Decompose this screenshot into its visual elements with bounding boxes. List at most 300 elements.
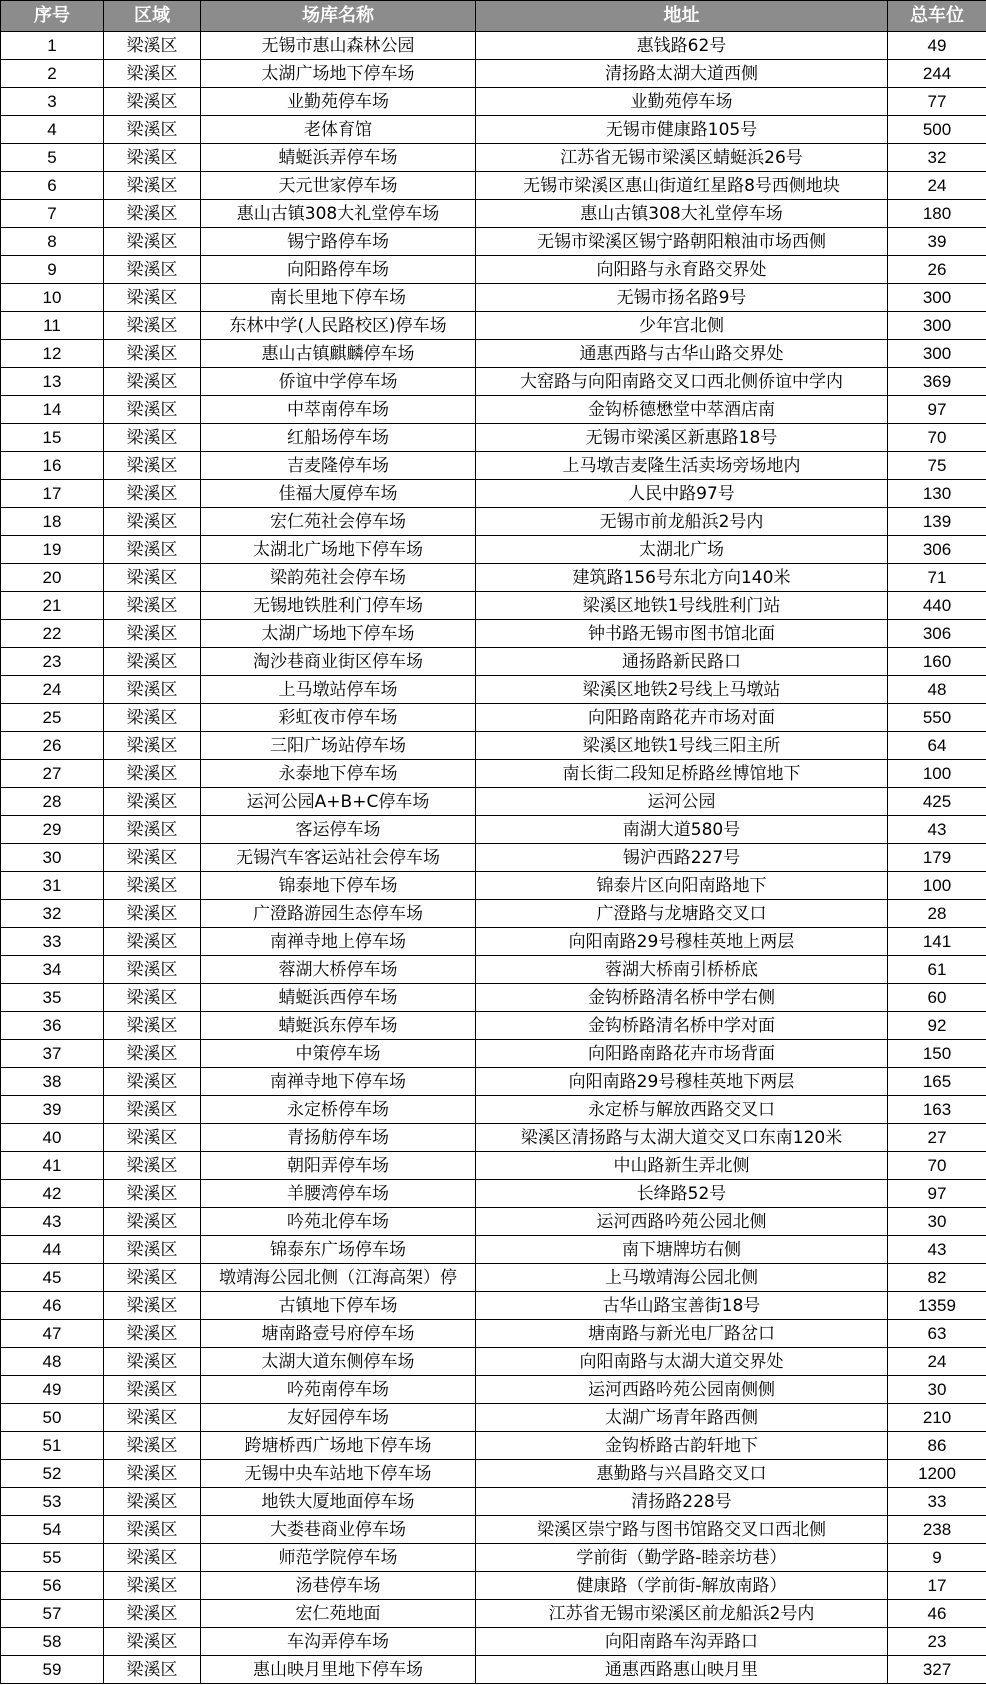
- row-index: 57: [1, 1600, 104, 1628]
- table-row: [1, 816, 986, 844]
- address-cell: 向阳路南路花卉市场背面: [476, 1040, 888, 1068]
- spaces-cell: 180: [888, 200, 986, 228]
- table-row: [1, 956, 986, 984]
- spaces-cell: 43: [888, 816, 986, 844]
- table-row: [1, 200, 986, 228]
- address-cell: 人民中路97号: [476, 480, 888, 508]
- lot-name-cell: 蜻蜓浜弄停车场: [201, 144, 476, 172]
- address-cell: 梁溪区崇宁路与图书馆路交叉口西北侧: [476, 1516, 888, 1544]
- spaces-cell: 23: [888, 1628, 986, 1656]
- table-row: [1, 1320, 986, 1348]
- district-cell: 梁溪区: [104, 592, 201, 620]
- lot-name-cell: 向阳路停车场: [201, 256, 476, 284]
- district-cell: 梁溪区: [104, 1068, 201, 1096]
- row-index: 4: [1, 116, 104, 144]
- table-row: [1, 536, 986, 564]
- lot-name-cell: 羊腰湾停车场: [201, 1180, 476, 1208]
- row-index: 30: [1, 844, 104, 872]
- table-row: [1, 1628, 986, 1656]
- address-cell: 古华山路宝善街18号: [476, 1292, 888, 1320]
- table-row: [1, 368, 986, 396]
- lot-name-cell: 吉麦隆停车场: [201, 452, 476, 480]
- table-row: [1, 984, 986, 1012]
- row-index: 25: [1, 704, 104, 732]
- table-row: [1, 340, 986, 368]
- table-row: [1, 1096, 986, 1124]
- table-row: [1, 144, 986, 172]
- table-row: [1, 1208, 986, 1236]
- row-index: 14: [1, 396, 104, 424]
- row-index: 59: [1, 1656, 104, 1684]
- spaces-cell: 61: [888, 956, 986, 984]
- lot-name-cell: 师范学院停车场: [201, 1544, 476, 1572]
- row-index: 32: [1, 900, 104, 928]
- address-cell: 向阳路南路花卉市场对面: [476, 704, 888, 732]
- lot-name-cell: 老体育馆: [201, 116, 476, 144]
- address-cell: 建筑路156号东北方向140米: [476, 564, 888, 592]
- table-row: [1, 1376, 986, 1404]
- district-cell: 梁溪区: [104, 424, 201, 452]
- spaces-cell: 86: [888, 1432, 986, 1460]
- row-index: 31: [1, 872, 104, 900]
- row-index: 34: [1, 956, 104, 984]
- spaces-cell: 327: [888, 1656, 986, 1684]
- address-cell: 长绛路52号: [476, 1180, 888, 1208]
- address-cell: 永定桥与解放西路交叉口: [476, 1096, 888, 1124]
- address-cell: 江苏省无锡市梁溪区前龙船浜2号内: [476, 1600, 888, 1628]
- spaces-cell: 71: [888, 564, 986, 592]
- lot-name-cell: 无锡中央车站地下停车场: [201, 1460, 476, 1488]
- table-row: [1, 1124, 986, 1152]
- lot-name-cell: 汤巷停车场: [201, 1572, 476, 1600]
- address-cell: 业勤苑停车场: [476, 88, 888, 116]
- table-row: [1, 480, 986, 508]
- table-row: [1, 172, 986, 200]
- table-row: [1, 1012, 986, 1040]
- row-index: 43: [1, 1208, 104, 1236]
- lot-name-cell: 车沟弄停车场: [201, 1628, 476, 1656]
- table-row: [1, 676, 986, 704]
- lot-name-cell: 地铁大厦地面停车场: [201, 1488, 476, 1516]
- address-cell: 南下塘牌坊右侧: [476, 1236, 888, 1264]
- lot-name-cell: 太湖广场地下停车场: [201, 620, 476, 648]
- district-cell: 梁溪区: [104, 984, 201, 1012]
- address-cell: 南长街二段知足桥路丝博馆地下: [476, 760, 888, 788]
- spaces-cell: 30: [888, 1376, 986, 1404]
- row-index: 46: [1, 1292, 104, 1320]
- spaces-cell: 75: [888, 452, 986, 480]
- row-index: 17: [1, 480, 104, 508]
- district-cell: 梁溪区: [104, 760, 201, 788]
- row-index: 52: [1, 1460, 104, 1488]
- address-cell: 无锡市前龙船浜2号内: [476, 508, 888, 536]
- table-row: [1, 256, 986, 284]
- table-row: [1, 872, 986, 900]
- spaces-cell: 100: [888, 760, 986, 788]
- address-cell: 无锡市梁溪区新惠路18号: [476, 424, 888, 452]
- spaces-cell: 306: [888, 536, 986, 564]
- district-cell: 梁溪区: [104, 368, 201, 396]
- spaces-cell: 163: [888, 1096, 986, 1124]
- table-row: [1, 1600, 986, 1628]
- spaces-cell: 150: [888, 1040, 986, 1068]
- address-cell: 蓉湖大桥南引桥桥底: [476, 956, 888, 984]
- row-index: 38: [1, 1068, 104, 1096]
- address-cell: 向阳南路29号穆桂英地上两层: [476, 928, 888, 956]
- address-cell: 无锡市健康路105号: [476, 116, 888, 144]
- address-cell: 向阳路与永育路交界处: [476, 256, 888, 284]
- address-cell: 通扬路新民路口: [476, 648, 888, 676]
- row-index: 28: [1, 788, 104, 816]
- district-cell: 梁溪区: [104, 452, 201, 480]
- header-total-spaces: 总车位: [888, 1, 986, 32]
- address-cell: 金钩桥德懋堂中萃酒店南: [476, 396, 888, 424]
- address-cell: 金钩桥路清名桥中学对面: [476, 1012, 888, 1040]
- spaces-cell: 24: [888, 172, 986, 200]
- row-index: 47: [1, 1320, 104, 1348]
- address-cell: 太湖北广场: [476, 536, 888, 564]
- row-index: 44: [1, 1236, 104, 1264]
- address-cell: 锡沪西路227号: [476, 844, 888, 872]
- row-index: 22: [1, 620, 104, 648]
- address-cell: 金钩桥路古韵轩地下: [476, 1432, 888, 1460]
- district-cell: 梁溪区: [104, 1236, 201, 1264]
- row-index: 8: [1, 228, 104, 256]
- address-cell: 清扬路228号: [476, 1488, 888, 1516]
- district-cell: 梁溪区: [104, 1096, 201, 1124]
- lot-name-cell: 南禅寺地下停车场: [201, 1068, 476, 1096]
- spaces-cell: 1359: [888, 1292, 986, 1320]
- address-cell: 运河公园: [476, 788, 888, 816]
- address-cell: 运河西路吟苑公园北侧: [476, 1208, 888, 1236]
- address-cell: 中山路新生弄北侧: [476, 1152, 888, 1180]
- lot-name-cell: 佳福大厦停车场: [201, 480, 476, 508]
- lot-name-cell: 惠山映月里地下停车场: [201, 1656, 476, 1684]
- spaces-cell: 49: [888, 32, 986, 60]
- table-row: [1, 60, 986, 88]
- header-row: [1, 1, 986, 32]
- table-row: [1, 424, 986, 452]
- district-cell: 梁溪区: [104, 1600, 201, 1628]
- table-row: [1, 116, 986, 144]
- district-cell: 梁溪区: [104, 648, 201, 676]
- lot-name-cell: 青扬舫停车场: [201, 1124, 476, 1152]
- row-index: 50: [1, 1404, 104, 1432]
- spaces-cell: 26: [888, 256, 986, 284]
- table-row: [1, 732, 986, 760]
- row-index: 33: [1, 928, 104, 956]
- spaces-cell: 300: [888, 340, 986, 368]
- spaces-cell: 30: [888, 1208, 986, 1236]
- district-cell: 梁溪区: [104, 1208, 201, 1236]
- lot-name-cell: 上马墩站停车场: [201, 676, 476, 704]
- spaces-cell: 77: [888, 88, 986, 116]
- address-cell: 向阳南路与太湖大道交界处: [476, 1348, 888, 1376]
- district-cell: 梁溪区: [104, 172, 201, 200]
- spaces-cell: 141: [888, 928, 986, 956]
- address-cell: 向阳南路车沟弄路口: [476, 1628, 888, 1656]
- spaces-cell: 369: [888, 368, 986, 396]
- address-cell: 上马墩靖海公园北侧: [476, 1264, 888, 1292]
- spaces-cell: 27: [888, 1124, 986, 1152]
- lot-name-cell: 蜻蜓浜东停车场: [201, 1012, 476, 1040]
- district-cell: 梁溪区: [104, 676, 201, 704]
- address-cell: 学前街（勤学路-睦亲坊巷）: [476, 1544, 888, 1572]
- lot-name-cell: 跨塘桥西广场地下停车场: [201, 1432, 476, 1460]
- district-cell: 梁溪区: [104, 1656, 201, 1684]
- spaces-cell: 97: [888, 396, 986, 424]
- spaces-cell: 500: [888, 116, 986, 144]
- district-cell: 梁溪区: [104, 340, 201, 368]
- row-index: 55: [1, 1544, 104, 1572]
- spaces-cell: 24: [888, 1348, 986, 1376]
- district-cell: 梁溪区: [104, 144, 201, 172]
- district-cell: 梁溪区: [104, 1460, 201, 1488]
- address-cell: 通惠西路惠山映月里: [476, 1656, 888, 1684]
- address-cell: 广澄路与龙塘路交叉口: [476, 900, 888, 928]
- district-cell: 梁溪区: [104, 1488, 201, 1516]
- district-cell: 梁溪区: [104, 1544, 201, 1572]
- address-cell: 塘南路与新光电厂路岔口: [476, 1320, 888, 1348]
- table-row: [1, 1516, 986, 1544]
- row-index: 54: [1, 1516, 104, 1544]
- lot-name-cell: 南禅寺地上停车场: [201, 928, 476, 956]
- table-row: [1, 284, 986, 312]
- row-index: 41: [1, 1152, 104, 1180]
- table-row: [1, 844, 986, 872]
- lot-name-cell: 蓉湖大桥停车场: [201, 956, 476, 984]
- district-cell: 梁溪区: [104, 732, 201, 760]
- lot-name-cell: 锡宁路停车场: [201, 228, 476, 256]
- lot-name-cell: 中策停车场: [201, 1040, 476, 1068]
- spaces-cell: 64: [888, 732, 986, 760]
- spaces-cell: 179: [888, 844, 986, 872]
- district-cell: 梁溪区: [104, 60, 201, 88]
- table-row: [1, 1460, 986, 1488]
- row-index: 51: [1, 1432, 104, 1460]
- address-cell: 南湖大道580号: [476, 816, 888, 844]
- row-index: 45: [1, 1264, 104, 1292]
- row-index: 24: [1, 676, 104, 704]
- lot-name-cell: 锦泰地下停车场: [201, 872, 476, 900]
- address-cell: 梁溪区地铁1号线三阳主所: [476, 732, 888, 760]
- district-cell: 梁溪区: [104, 1404, 201, 1432]
- district-cell: 梁溪区: [104, 116, 201, 144]
- district-cell: 梁溪区: [104, 1320, 201, 1348]
- address-cell: 大窑路与向阳南路交叉口西北侧侨谊中学内: [476, 368, 888, 396]
- spaces-cell: 28: [888, 900, 986, 928]
- table-row: [1, 928, 986, 956]
- district-cell: 梁溪区: [104, 844, 201, 872]
- lot-name-cell: 宏仁苑地面: [201, 1600, 476, 1628]
- address-cell: 运河西路吟苑公园南侧侧: [476, 1376, 888, 1404]
- table-row: [1, 88, 986, 116]
- lot-name-cell: 大娄巷商业停车场: [201, 1516, 476, 1544]
- table-row: [1, 1348, 986, 1376]
- lot-name-cell: 中萃南停车场: [201, 396, 476, 424]
- address-cell: 钟书路无锡市图书馆北面: [476, 620, 888, 648]
- lot-name-cell: 朝阳弄停车场: [201, 1152, 476, 1180]
- row-index: 9: [1, 256, 104, 284]
- table-body: [1, 32, 986, 1684]
- lot-name-cell: 太湖广场地下停车场: [201, 60, 476, 88]
- lot-name-cell: 古镇地下停车场: [201, 1292, 476, 1320]
- district-cell: 梁溪区: [104, 620, 201, 648]
- table-row: [1, 1488, 986, 1516]
- district-cell: 梁溪区: [104, 32, 201, 60]
- row-index: 5: [1, 144, 104, 172]
- row-index: 48: [1, 1348, 104, 1376]
- lot-name-cell: 梁韵苑社会停车场: [201, 564, 476, 592]
- lot-name-cell: 墩靖海公园北侧（江海高架）停: [201, 1264, 476, 1292]
- lot-name-cell: 无锡汽车客运站社会停车场: [201, 844, 476, 872]
- district-cell: 梁溪区: [104, 1264, 201, 1292]
- district-cell: 梁溪区: [104, 1012, 201, 1040]
- address-cell: 上马墩吉麦隆生活卖场旁场地内: [476, 452, 888, 480]
- district-cell: 梁溪区: [104, 788, 201, 816]
- table-row: [1, 1656, 986, 1684]
- address-cell: 太湖广场青年路西侧: [476, 1404, 888, 1432]
- lot-name-cell: 南长里地下停车场: [201, 284, 476, 312]
- spaces-cell: 70: [888, 1152, 986, 1180]
- lot-name-cell: 红船场停车场: [201, 424, 476, 452]
- row-index: 53: [1, 1488, 104, 1516]
- lot-name-cell: 永定桥停车场: [201, 1096, 476, 1124]
- table-row: [1, 1040, 986, 1068]
- district-cell: 梁溪区: [104, 1516, 201, 1544]
- table-row: [1, 452, 986, 480]
- district-cell: 梁溪区: [104, 480, 201, 508]
- row-index: 20: [1, 564, 104, 592]
- row-index: 23: [1, 648, 104, 676]
- district-cell: 梁溪区: [104, 816, 201, 844]
- lot-name-cell: 吟苑北停车场: [201, 1208, 476, 1236]
- row-index: 1: [1, 32, 104, 60]
- lot-name-cell: 运河公园A+B+C停车场: [201, 788, 476, 816]
- row-index: 27: [1, 760, 104, 788]
- spaces-cell: 33: [888, 1488, 986, 1516]
- row-index: 35: [1, 984, 104, 1012]
- lot-name-cell: 友好园停车场: [201, 1404, 476, 1432]
- district-cell: 梁溪区: [104, 1124, 201, 1152]
- row-index: 42: [1, 1180, 104, 1208]
- spaces-cell: 238: [888, 1516, 986, 1544]
- district-cell: 梁溪区: [104, 312, 201, 340]
- table-row: [1, 592, 986, 620]
- district-cell: 梁溪区: [104, 704, 201, 732]
- address-cell: 清扬路太湖大道西侧: [476, 60, 888, 88]
- spaces-cell: 82: [888, 1264, 986, 1292]
- row-index: 7: [1, 200, 104, 228]
- table-row: [1, 760, 986, 788]
- address-cell: 锦泰片区向阳南路地下: [476, 872, 888, 900]
- table-row: [1, 508, 986, 536]
- table-row: [1, 1404, 986, 1432]
- address-cell: 通惠西路与古华山路交界处: [476, 340, 888, 368]
- spaces-cell: 139: [888, 508, 986, 536]
- table-row: [1, 1180, 986, 1208]
- address-cell: 少年宫北侧: [476, 312, 888, 340]
- spaces-cell: 32: [888, 144, 986, 172]
- address-cell: 梁溪区地铁2号线上马墩站: [476, 676, 888, 704]
- district-cell: 梁溪区: [104, 1348, 201, 1376]
- row-index: 12: [1, 340, 104, 368]
- row-index: 37: [1, 1040, 104, 1068]
- spaces-cell: 70: [888, 424, 986, 452]
- table-row: [1, 564, 986, 592]
- table-row: [1, 1152, 986, 1180]
- spaces-cell: 17: [888, 1572, 986, 1600]
- spaces-cell: 425: [888, 788, 986, 816]
- lot-name-cell: 太湖大道东侧停车场: [201, 1348, 476, 1376]
- row-index: 2: [1, 60, 104, 88]
- address-cell: 江苏省无锡市梁溪区蜻蜓浜26号: [476, 144, 888, 172]
- lot-name-cell: 东林中学(人民路校区)停车场: [201, 312, 476, 340]
- lot-name-cell: 侨谊中学停车场: [201, 368, 476, 396]
- row-index: 26: [1, 732, 104, 760]
- lot-name-cell: 太湖北广场地下停车场: [201, 536, 476, 564]
- lot-name-cell: 惠山古镇308大礼堂停车场: [201, 200, 476, 228]
- spaces-cell: 43: [888, 1236, 986, 1264]
- spaces-cell: 46: [888, 1600, 986, 1628]
- spaces-cell: 300: [888, 312, 986, 340]
- lot-name-cell: 吟苑南停车场: [201, 1376, 476, 1404]
- lot-name-cell: 宏仁苑社会停车场: [201, 508, 476, 536]
- address-cell: 无锡市梁溪区惠山街道红星路8号西侧地块: [476, 172, 888, 200]
- header-address: 地址: [476, 1, 888, 32]
- row-index: 40: [1, 1124, 104, 1152]
- lot-name-cell: 惠山古镇麒麟停车场: [201, 340, 476, 368]
- table-row: [1, 1432, 986, 1460]
- table-row: [1, 1236, 986, 1264]
- address-cell: 无锡市梁溪区锡宁路朝阳粮油市场西侧: [476, 228, 888, 256]
- lot-name-cell: 三阳广场站停车场: [201, 732, 476, 760]
- table-row: [1, 1068, 986, 1096]
- row-index: 56: [1, 1572, 104, 1600]
- row-index: 13: [1, 368, 104, 396]
- header-lot-name: 场库名称: [201, 1, 476, 32]
- row-index: 49: [1, 1376, 104, 1404]
- district-cell: 梁溪区: [104, 1292, 201, 1320]
- spaces-cell: 160: [888, 648, 986, 676]
- district-cell: 梁溪区: [104, 872, 201, 900]
- row-index: 29: [1, 816, 104, 844]
- spaces-cell: 48: [888, 676, 986, 704]
- spaces-cell: 100: [888, 872, 986, 900]
- district-cell: 梁溪区: [104, 536, 201, 564]
- district-cell: 梁溪区: [104, 1152, 201, 1180]
- table-row: [1, 620, 986, 648]
- spaces-cell: 1200: [888, 1460, 986, 1488]
- table-row: [1, 1544, 986, 1572]
- spaces-cell: 97: [888, 1180, 986, 1208]
- district-cell: 梁溪区: [104, 1628, 201, 1656]
- district-cell: 梁溪区: [104, 928, 201, 956]
- district-cell: 梁溪区: [104, 564, 201, 592]
- address-cell: 梁溪区地铁1号线胜利门站: [476, 592, 888, 620]
- table-row: [1, 228, 986, 256]
- lot-name-cell: 业勤苑停车场: [201, 88, 476, 116]
- address-cell: 金钩桥路清名桥中学右侧: [476, 984, 888, 1012]
- spaces-cell: 244: [888, 60, 986, 88]
- district-cell: 梁溪区: [104, 1180, 201, 1208]
- district-cell: 梁溪区: [104, 956, 201, 984]
- address-cell: 无锡市扬名路9号: [476, 284, 888, 312]
- table-row: [1, 312, 986, 340]
- header-district: 区域: [104, 1, 201, 32]
- row-index: 6: [1, 172, 104, 200]
- row-index: 15: [1, 424, 104, 452]
